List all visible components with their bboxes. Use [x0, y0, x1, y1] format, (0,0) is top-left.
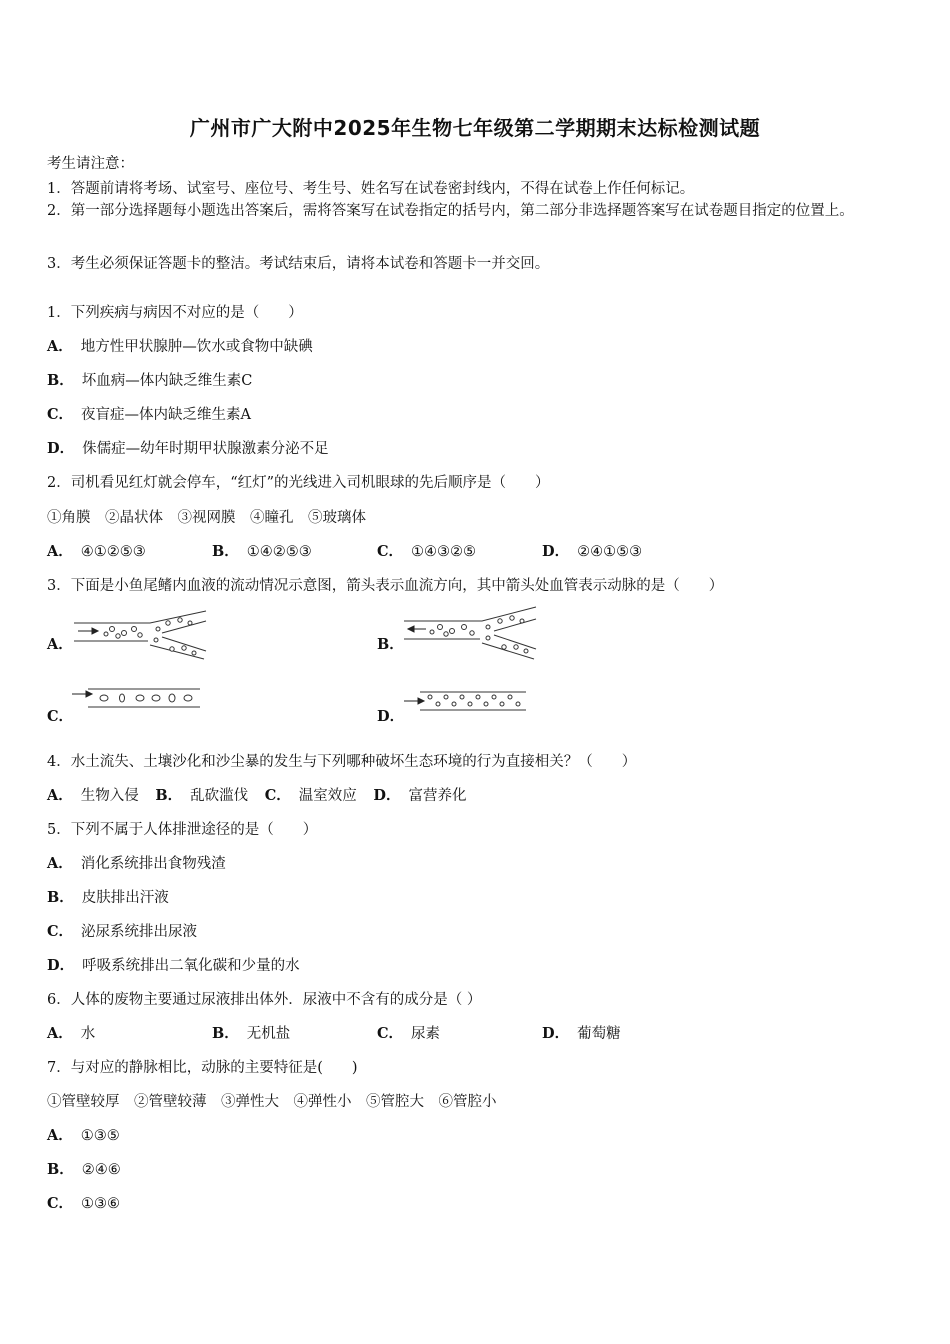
option[interactable] [47, 1022, 95, 1043]
vessel-diagram-c [72, 686, 202, 710]
option-label: D． [373, 787, 401, 804]
option-label: B． [47, 1161, 74, 1178]
vessel-diagram-d [402, 689, 530, 713]
option-text: 水 [80, 1026, 96, 1042]
question-items: ①管壁较厚 ②管壁较薄 ③弹性大 ④弹性小 ⑤管腔大 ⑥管腔小 [47, 1094, 497, 1110]
option[interactable] [47, 369, 252, 390]
option-text: ④①②⑤③ [80, 544, 146, 560]
option[interactable] [542, 1022, 621, 1043]
option-text: 乱砍滥伐 [190, 788, 249, 804]
option[interactable] [377, 1022, 440, 1043]
question-stem: 7．与对应的静脉相比，动脉的主要特征是( ) [47, 1060, 358, 1076]
notice-item: 3．考生必须保证答题卡的整洁。考试结束后，请将本试卷和答题卡一并交回。 [47, 256, 550, 272]
option-text: ①④③②⑤ [411, 544, 477, 560]
option-label: D． [542, 1025, 570, 1042]
option[interactable] [373, 788, 466, 804]
option-label[interactable]: C． [47, 708, 74, 725]
notice-item: 2．第一部分选择题每小题选出答案后，需将答案写在试卷指定的括号内，第二部分非选择题答案写在试卷题目指定的位置上。 [47, 203, 854, 219]
option-label: C． [47, 923, 74, 940]
option-label: A． [47, 1127, 73, 1144]
question-stem: 5．下列不属于人体排泄途径的是（ ） [47, 822, 318, 838]
option-label: C． [47, 1195, 74, 1212]
option[interactable] [212, 1022, 290, 1043]
option[interactable] [47, 1124, 120, 1145]
option-label: B． [212, 1025, 239, 1042]
option-text: 坏血病—体内缺乏维生素C [81, 373, 253, 389]
option[interactable] [47, 335, 313, 356]
option-text: 皮肤排出汗液 [81, 890, 169, 906]
option-text: ②④①⑤③ [577, 544, 643, 560]
option-text: 消化系统排出食物残渣 [80, 856, 226, 872]
option[interactable] [47, 852, 226, 873]
option-label: C． [47, 406, 74, 423]
option-label: C． [264, 787, 291, 804]
option[interactable] [47, 886, 169, 907]
question-stem: 4．水土流失、土壤沙化和沙尘暴的发生与下列哪种破坏生态环境的行为直接相关？（ ） [47, 754, 637, 770]
option-label: D． [542, 543, 570, 560]
option-label: A． [47, 855, 73, 872]
option[interactable] [47, 403, 251, 424]
option-text: 尿素 [411, 1026, 441, 1042]
option-text: 地方性甲状腺肿—饮水或食物中缺碘 [80, 339, 313, 355]
page-title: 广州市广大附中2025年生物七年级第二学期期末达标检测试题 [189, 116, 761, 140]
vessel-diagram-b [402, 605, 542, 661]
option-label: A． [47, 787, 73, 804]
option-text: 呼吸系统排出二氧化碳和少量的水 [82, 958, 300, 974]
option-label[interactable]: B． [377, 636, 404, 653]
option-label: C． [377, 543, 404, 560]
option-text: 葡萄糖 [577, 1026, 621, 1042]
vessel-diagram-a [72, 609, 212, 661]
option-label[interactable]: A． [47, 636, 73, 653]
option-label: C． [377, 1025, 404, 1042]
option-text: ①③⑥ [81, 1196, 121, 1212]
option-label: B． [212, 543, 239, 560]
option-text: ②④⑥ [81, 1162, 121, 1178]
question-stem: 3．下面是小鱼尾鳍内血液的流动情况示意图，箭头表示血流方向，其中箭头处血管表示动脉的是（ ） [47, 578, 724, 594]
option[interactable] [47, 1158, 121, 1179]
option-label: B． [47, 889, 74, 906]
option[interactable] [47, 437, 329, 458]
option-label: A． [47, 1025, 73, 1042]
option-text: 生物入侵 [80, 788, 139, 804]
option[interactable] [47, 540, 146, 561]
question-stem: 6．人体的废物主要通过尿液排出体外．尿液中不含有的成分是（ ） [47, 992, 482, 1008]
option-text: 无机盐 [246, 1026, 291, 1042]
notice-heading: 考生请注意： [47, 156, 134, 172]
option-label: D． [47, 440, 75, 457]
option[interactable] [47, 1192, 120, 1213]
option-text: 泌尿系统排出尿液 [81, 924, 198, 940]
option[interactable] [542, 540, 642, 561]
notice-item: 1．答题前请将考场、试室号、座位号、考生号、姓名写在试卷密封线内，不得在试卷上作任何标记。 [47, 181, 695, 197]
question-stem: 1．下列疾病与病因不对应的是（ ） [47, 305, 303, 321]
option[interactable] [47, 788, 139, 804]
option[interactable] [377, 540, 476, 561]
option-label: A． [47, 338, 73, 355]
option[interactable] [47, 954, 300, 975]
option-row [47, 784, 466, 805]
option[interactable] [155, 788, 248, 804]
option-text: ①④②⑤③ [246, 544, 312, 560]
option-text: 温室效应 [298, 788, 357, 804]
option-text: ①③⑤ [80, 1128, 120, 1144]
option-label: D． [47, 957, 75, 974]
option-label: B． [47, 372, 74, 389]
question-stem: 2．司机看见红灯就会停车，“红灯”的光线进入司机眼球的先后顺序是（ ） [47, 475, 550, 491]
option-label: A． [47, 543, 73, 560]
option-text: 侏儒症—幼年时期甲状腺激素分泌不足 [82, 441, 329, 457]
option[interactable] [47, 920, 197, 941]
option[interactable] [212, 540, 312, 561]
question-items: ①角膜 ②晶状体 ③视网膜 ④瞳孔 ⑤玻璃体 [47, 510, 366, 526]
option[interactable] [265, 788, 357, 804]
option-label: B． [155, 787, 183, 804]
option-label[interactable]: D． [377, 708, 405, 725]
option-text: 富营养化 [408, 788, 467, 804]
option-text: 夜盲症—体内缺乏维生素A [81, 407, 252, 423]
